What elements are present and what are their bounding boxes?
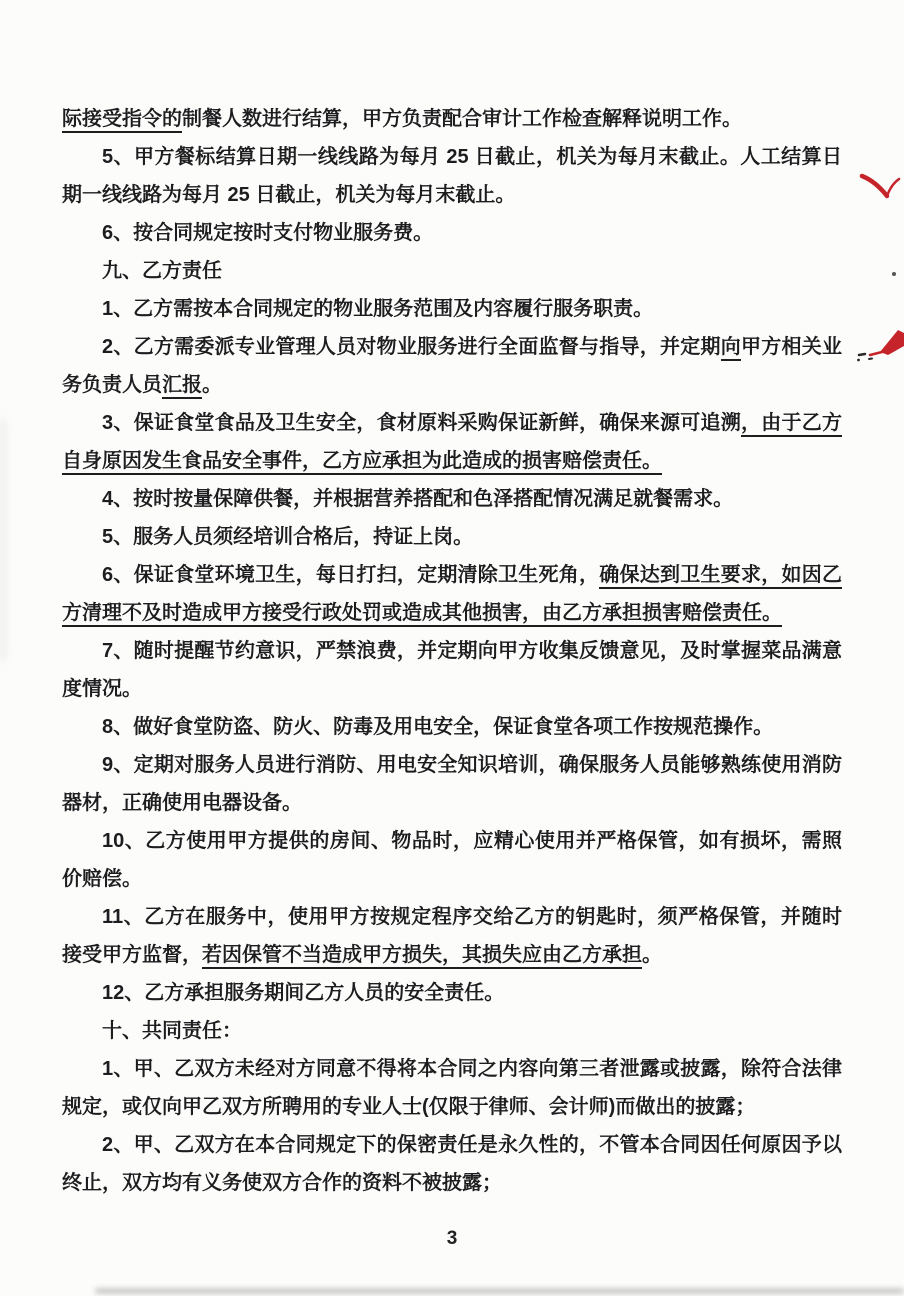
underlined-text: 若因保管不当造成甲方损失，其损失应由乙方承担 <box>202 944 642 969</box>
text-run: 2、乙方需委派专业管理人员对物业服务进行全面监督与指导，并定期 <box>102 336 721 358</box>
underlined-text: 汇报 <box>162 374 202 399</box>
paragraph <box>62 328 842 404</box>
paragraph <box>62 746 842 822</box>
paragraph <box>62 632 842 708</box>
section-heading <box>62 1012 842 1050</box>
section-heading <box>62 252 842 290</box>
text-run: 9、定期对服务人员进行消防、用电安全知识培训，确保服务人员能够熟练使用消防器材，正确使用电器设备。 <box>62 754 842 814</box>
page-number: 3 <box>446 1228 458 1249</box>
underlined-text: 向 <box>721 336 741 361</box>
paragraph <box>62 100 842 138</box>
paragraph <box>62 214 842 252</box>
paragraph <box>62 822 842 898</box>
document-body <box>62 100 842 1202</box>
underlined-text: 确保达到卫生要求，如因乙方清理不及时造成甲方接受行政处罚或造成其他损害，由乙方承担损害赔偿责任。 <box>62 564 842 627</box>
red-tick-annotation-icon <box>858 168 904 210</box>
ink-dot <box>892 272 896 276</box>
text-run: 6、按合同规定按时支付物业服务费。 <box>102 222 434 244</box>
paragraph <box>62 1050 842 1126</box>
left-scan-shadow <box>0 420 6 660</box>
paragraph <box>62 898 842 974</box>
paragraph <box>62 404 842 480</box>
paragraph <box>62 290 842 328</box>
paragraph <box>62 480 842 518</box>
paragraph <box>62 518 842 556</box>
paragraph <box>62 556 842 632</box>
paragraph <box>62 138 842 214</box>
paragraph <box>62 708 842 746</box>
text-run: 。 <box>202 374 222 396</box>
underlined-text: 际接受指令的 <box>62 108 182 133</box>
text-run: 甲方相关业务负责人员 <box>62 336 843 396</box>
text-run: 8、做好食堂防盗、防火、防毒及用电安全，保证食堂各项工作按规范操作。 <box>102 716 774 738</box>
text-run: 12、乙方承担服务期间乙方人员的安全责任。 <box>102 982 505 1004</box>
text-run: 3、保证食堂食品及卫生安全，食材原料采购保证新鲜，确保来源可追溯 <box>102 412 742 434</box>
paragraph <box>62 974 842 1012</box>
text-run: 十、共同责任： <box>102 1020 242 1042</box>
text-run: 10、乙方使用甲方提供的房间、物品时，应精心使用并严格保管，如有损坏，需照价赔偿。 <box>62 830 842 890</box>
text-run: 制餐人数进行结算，甲方负责配合审计工作检查解释说明工作。 <box>182 108 742 130</box>
text-run: 1、甲、乙双方未经对方同意不得将本合同之内容向第三者泄露或披露，除符合法律规定，或仅向甲乙双方所聘用的专业人士(仅限于律师、会计师)而做出的披露； <box>62 1058 842 1118</box>
text-run: 九、乙方责任 <box>102 260 222 282</box>
paragraph <box>62 1126 842 1202</box>
text-run: 1、乙方需按本合同规定的物业服务范围及内容履行服务职责。 <box>102 298 654 320</box>
text-run: 6、保证食堂环境卫生，每日打扫，定期清除卫生死角， <box>102 564 600 586</box>
text-run: 7、随时提醒节约意识，严禁浪费，并定期向甲方收集反馈意见，及时掌握菜品满意度情况。 <box>62 640 842 700</box>
red-arrow-annotation-icon <box>856 324 904 366</box>
text-run: 。 <box>642 944 662 966</box>
underlined-text: ，由于乙方自身原因发生食品安全事件，乙方应承担为此造成的损害赔偿责任。 <box>62 412 842 475</box>
text-run: 5、甲方餐标结算日期一线线路为每月 25 日截止，机关为每月末截止。人工结算日期一线线路为每月 25 日截止，机关为每月末截止。 <box>62 146 842 206</box>
text-run: 2、甲、乙双方在本合同规定下的保密责任是永久性的，不管本合同因任何原因予以终止，双方均有义务使双方合作的资料不被披露； <box>62 1134 842 1194</box>
bottom-scan-shadow <box>95 1289 904 1293</box>
text-run: 11、乙方在服务中，使用甲方按规定程序交给乙方的钥匙时，须严格保管，并随时接受甲方监督， <box>62 906 842 966</box>
text-run: 5、服务人员须经培训合格后，持证上岗。 <box>102 526 474 548</box>
text-run: 4、按时按量保障供餐，并根据营养搭配和色泽搭配情况满足就餐需求。 <box>102 488 734 510</box>
